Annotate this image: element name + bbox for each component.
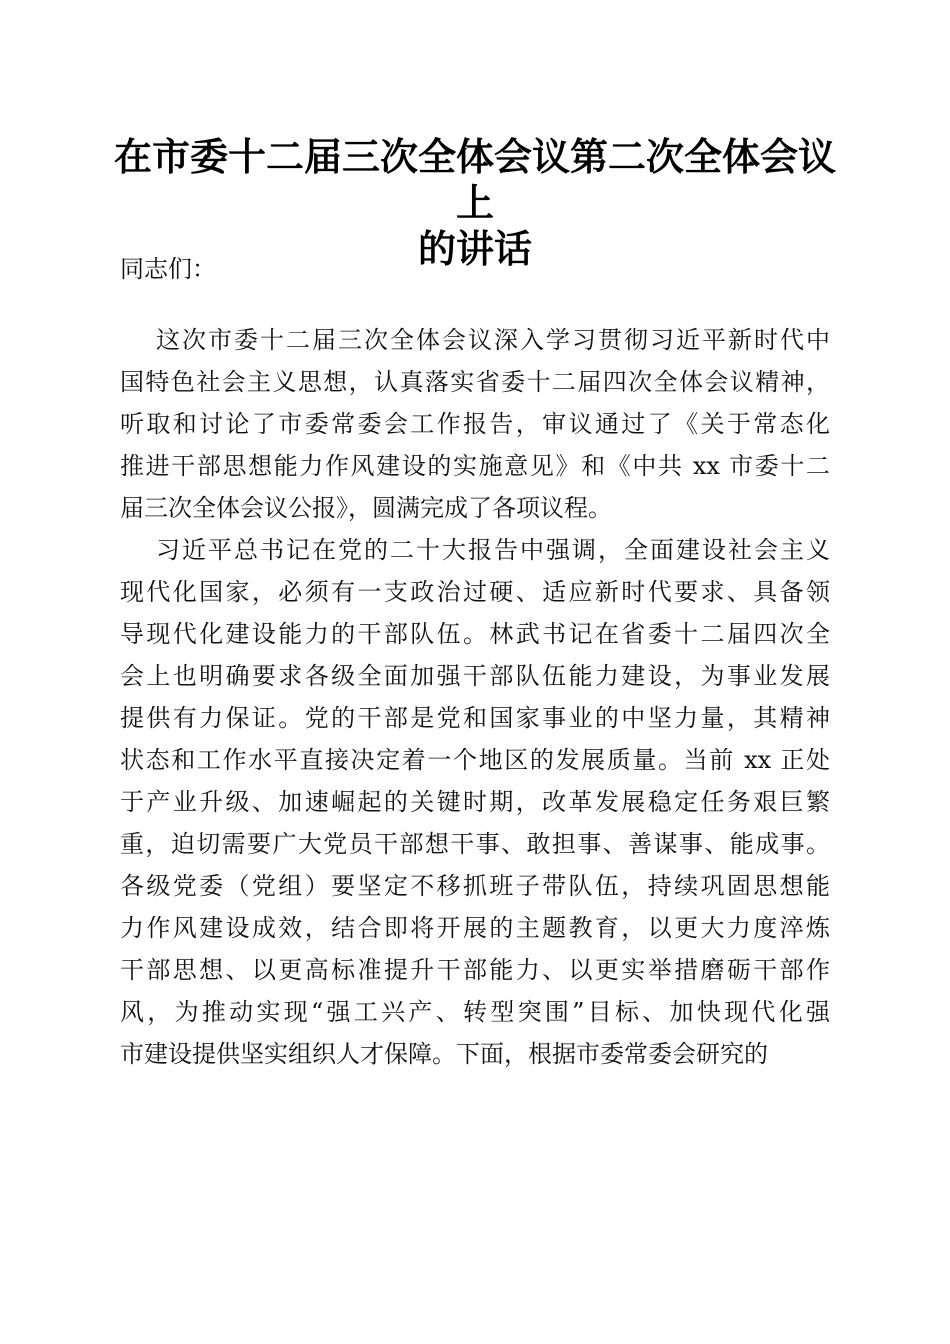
paragraph-line: 提供有力保证。党的干部是党和国家事业的中坚力量，其精神 (120, 704, 830, 732)
paragraph-line: 推进干部思想能力作风建设的实施意见》和《中共 xx 市委十二 (120, 452, 830, 480)
paragraph-line: 重，迫切需要广大党员干部想干事、敢担事、善谋事、能成事。 (120, 830, 830, 858)
paragraph-line: 风，为推动实现“强工兴产、转型突围”目标、加快现代化强 (120, 998, 830, 1026)
document-body (120, 323, 830, 1079)
paragraph-line: 力作风建设成效，结合即将开展的主题教育，以更大力度淬炼 (120, 914, 830, 942)
paragraph-line: 会上也明确要求各级全面加强干部队伍能力建设，为事业发展 (120, 662, 830, 690)
paragraph-line: 干部思想、以更高标准提升干部能力、以更实举措磨砺干部作 (120, 956, 830, 984)
paragraph-line: 习近平总书记在党的二十大报告中强调，全面建设社会主义 (156, 536, 830, 564)
paragraph-line: 届三次全体会议公报》，圆满完成了各项议程。 (120, 494, 612, 522)
paragraph-line: 听取和讨论了市委常委会工作报告，审议通过了《关于常态化 (120, 410, 830, 438)
paragraph-line: 现代化国家，必须有一支政治过硬、适应新时代要求、具备领 (120, 578, 830, 606)
paragraph-line: 导现代化建设能力的干部队伍。林武书记在省委十二届四次全 (120, 620, 830, 648)
document-title (110, 134, 840, 272)
paragraph-line: 市建设提供坚实组织人才保障。下面，根据市委常委会研究的 (120, 1040, 768, 1068)
paragraph-line: 于产业升级、加速崛起的关键时期，改革发展稳定任务艰巨繁 (120, 788, 830, 816)
title-line-2: 的讲话 (417, 226, 532, 271)
greeting: 同志们： (120, 255, 216, 283)
title-line-1: 在市委十二届三次全体会议第二次全体会议上 (113, 134, 836, 225)
paragraph-line: 各级党委（党组）要坚定不移抓班子带队伍，持续巩固思想能 (120, 872, 830, 900)
paragraph-line: 国特色社会主义思想，认真落实省委十二届四次全体会议精神， (120, 368, 830, 396)
paragraph-line: 状态和工作水平直接决定着一个地区的发展质量。当前 xx 正处 (120, 746, 830, 774)
paragraph-line: 这次市委十二届三次全体会议深入学习贯彻习近平新时代中 (156, 326, 830, 354)
